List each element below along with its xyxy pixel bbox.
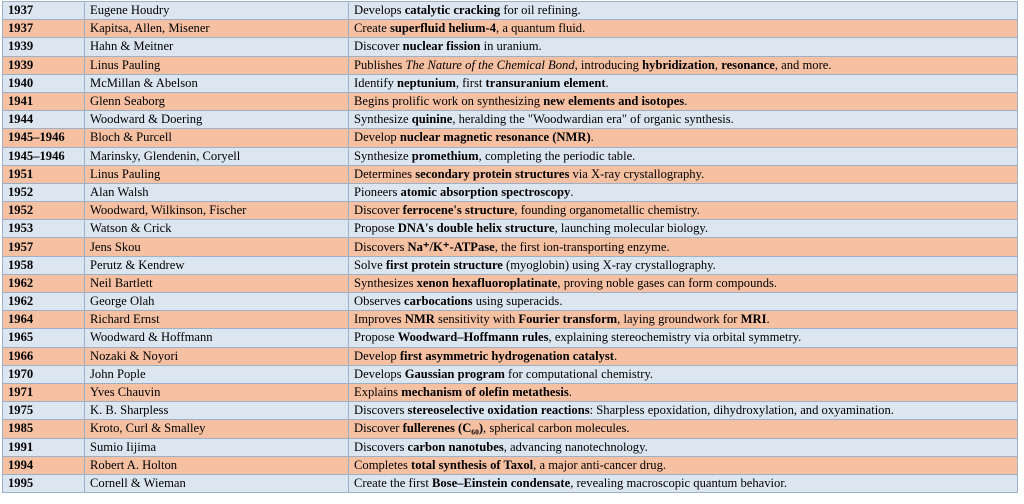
scientist-cell: McMillan & Abelson [85, 74, 349, 92]
table-row [3, 438, 1018, 456]
scientist-cell: Kroto, Curl & Smalley [85, 420, 349, 438]
timeline-body [3, 2, 1018, 493]
year-cell: 1962 [3, 293, 85, 311]
description-cell [349, 129, 1018, 147]
table-row [3, 329, 1018, 347]
table-row [3, 420, 1018, 438]
description-text: for oil refining. [500, 3, 581, 18]
year-cell: 1970 [3, 365, 85, 383]
year-cell: 1957 [3, 238, 85, 256]
description-text: , heralding the "Woodwardian era" of organic synthesis. [452, 112, 734, 127]
year-cell: 1941 [3, 92, 85, 110]
description-cell [349, 456, 1018, 474]
description-highlight: nuclear fission [402, 39, 481, 54]
description-text: , proving noble gases can form compounds. [557, 275, 778, 290]
description-text: , revealing macroscopic quantum behavior. [570, 475, 788, 490]
description-cell [349, 365, 1018, 383]
description-text: . [605, 75, 609, 90]
table-row [3, 402, 1018, 420]
description-highlight: hybridization [642, 57, 715, 72]
description-text: , first [455, 75, 486, 90]
table-row [3, 147, 1018, 165]
description-cell [349, 38, 1018, 56]
scientist-cell: Woodward & Doering [85, 111, 349, 129]
description-cell [349, 183, 1018, 201]
description-text: , a quantum fluid. [496, 21, 586, 36]
scientist-cell: John Pople [85, 365, 349, 383]
description-text: , founding organometallic chemistry. [514, 203, 700, 218]
description-text: Improves [354, 312, 405, 327]
description-highlight: quinine [411, 112, 453, 127]
description-highlight: superfluid helium-4 [390, 21, 497, 36]
description-highlight: NMR [404, 312, 435, 327]
year-cell: 1940 [3, 74, 85, 92]
description-highlight: nuclear magnetic resonance (NMR) [399, 130, 591, 145]
description-text: , launching molecular biology. [554, 221, 708, 236]
description-cell [349, 383, 1018, 401]
year-cell: 1966 [3, 347, 85, 365]
description-highlight: xenon hexafluoroplatinate [416, 275, 558, 290]
description-text: Determines [354, 166, 416, 181]
description-cell [349, 165, 1018, 183]
description-text: Develops [354, 366, 405, 381]
description-cell [349, 220, 1018, 238]
description-text: Synthesize [354, 112, 412, 127]
description-highlight: carbocations [404, 294, 473, 309]
scientist-cell: Bloch & Purcell [85, 129, 349, 147]
timeline-table [2, 1, 1018, 493]
year-cell: 1952 [3, 183, 85, 201]
description-text: Discovers [354, 239, 408, 254]
description-cell [349, 438, 1018, 456]
description-text: Propose [354, 221, 398, 236]
description-cell [349, 92, 1018, 110]
scientist-cell: Jens Skou [85, 238, 349, 256]
table-row [3, 92, 1018, 110]
table-row [3, 293, 1018, 311]
year-cell: 1952 [3, 202, 85, 220]
description-cell [349, 274, 1018, 292]
description-highlight: first protein structure [385, 257, 503, 272]
description-text: . [568, 385, 572, 400]
year-cell: 1994 [3, 456, 85, 474]
year-cell: 1945–1946 [3, 147, 85, 165]
description-text: , a major anti-cancer drug. [533, 457, 667, 472]
year-cell: 1962 [3, 274, 85, 292]
description-highlight: promethium [411, 148, 479, 163]
description-text: . [590, 130, 594, 145]
table-row [3, 202, 1018, 220]
description-highlight: first asymmetric hydrogenation catalyst [399, 348, 614, 363]
description-text: Develop [354, 348, 400, 363]
description-text: . [614, 348, 618, 363]
scientist-cell: K. B. Sharpless [85, 402, 349, 420]
description-text: , advancing nanotechnology. [503, 439, 648, 454]
description-text: Synthesize [354, 148, 412, 163]
description-text: . [570, 184, 574, 199]
year-cell: 1985 [3, 420, 85, 438]
description-text: Develops [354, 3, 405, 18]
description-highlight: Na⁺/K⁺-ATPase [407, 239, 495, 254]
description-text: Publishes [354, 57, 406, 72]
year-cell: 1971 [3, 383, 85, 401]
scientist-cell: Glenn Seaborg [85, 92, 349, 110]
description-text: Solve [354, 257, 386, 272]
description-text: Discover [354, 39, 403, 54]
description-text: Create [354, 21, 391, 36]
description-highlight: secondary protein structures [415, 166, 570, 181]
year-cell: 1939 [3, 56, 85, 74]
description-cell [349, 256, 1018, 274]
description-text: , spherical carbon molecules. [483, 421, 630, 436]
description-text: Discovers [354, 403, 408, 418]
description-text: Discovers [354, 439, 408, 454]
description-cell [349, 238, 1018, 256]
table-row [3, 365, 1018, 383]
description-cell [349, 311, 1018, 329]
description-cell [349, 347, 1018, 365]
table-row [3, 165, 1018, 183]
description-text: Begins prolific work on synthesizing [354, 94, 544, 109]
description-highlight: neptunium [397, 75, 456, 90]
description-text: using superacids. [472, 294, 563, 309]
table-row [3, 20, 1018, 38]
description-highlight: atomic absorption spectroscopy [400, 184, 571, 199]
scientist-cell: Alan Walsh [85, 183, 349, 201]
scientist-cell: Kapitsa, Allen, Misener [85, 20, 349, 38]
scientist-cell: George Olah [85, 293, 349, 311]
description-italic: The Nature of the Chemical Bond [405, 57, 575, 72]
table-row [3, 129, 1018, 147]
year-cell: 1995 [3, 474, 85, 492]
description-text: , [714, 57, 722, 72]
description-cell [349, 202, 1018, 220]
description-highlight: transuranium element [485, 75, 606, 90]
year-cell: 1991 [3, 438, 85, 456]
description-text: Discover [354, 203, 403, 218]
scientist-cell: Woodward & Hoffmann [85, 329, 349, 347]
description-highlight: carbon nanotubes [407, 439, 504, 454]
scientist-cell: Sumio Iijima [85, 438, 349, 456]
description-cell [349, 74, 1018, 92]
year-cell: 1965 [3, 329, 85, 347]
year-cell: 1944 [3, 111, 85, 129]
description-cell [349, 329, 1018, 347]
description-highlight: Bose–Einstein condensate [431, 475, 571, 490]
table-row [3, 456, 1018, 474]
year-cell: 1964 [3, 311, 85, 329]
scientist-cell: Robert A. Holton [85, 456, 349, 474]
description-text: in uranium. [480, 39, 542, 54]
description-text: , completing the periodic table. [478, 148, 636, 163]
table-row [3, 183, 1018, 201]
scientist-cell: Woodward, Wilkinson, Fischer [85, 202, 349, 220]
description-highlight: DNA's double helix structure [397, 221, 555, 236]
description-text: Create the first [354, 475, 432, 490]
description-text: . [684, 94, 688, 109]
year-cell: 1939 [3, 38, 85, 56]
description-text: , and more. [774, 57, 832, 72]
table-row [3, 111, 1018, 129]
description-text: Identify [354, 75, 398, 90]
year-cell: 1945–1946 [3, 129, 85, 147]
description-highlight: mechanism of olefin metathesis [401, 385, 569, 400]
description-highlight: Gaussian program [404, 366, 505, 381]
description-highlight: ferrocene's structure [402, 203, 515, 218]
description-text: sensitivity with [434, 312, 519, 327]
description-cell [349, 293, 1018, 311]
table-row [3, 347, 1018, 365]
description-highlight: Fourier transform [518, 312, 618, 327]
table-row [3, 274, 1018, 292]
scientist-cell: Yves Chauvin [85, 383, 349, 401]
description-text: . [766, 312, 770, 327]
description-text: , the first ion-transporting enzyme. [494, 239, 670, 254]
table-row [3, 74, 1018, 92]
description-text: , laying groundwork for [617, 312, 741, 327]
year-cell: 1953 [3, 220, 85, 238]
description-highlight: stereoselective oxidation reactions [407, 403, 590, 418]
description-text: (myoglobin) using X-ray crystallography. [502, 257, 716, 272]
year-cell: 1958 [3, 256, 85, 274]
scientist-cell: Linus Pauling [85, 56, 349, 74]
description-text: Pioneers [354, 184, 401, 199]
scientist-cell: Nozaki & Noyori [85, 347, 349, 365]
description-text: Propose [354, 330, 398, 345]
scientist-cell: Watson & Crick [85, 220, 349, 238]
year-cell: 1951 [3, 165, 85, 183]
description-highlight: new elements and isotopes [543, 94, 685, 109]
description-text: for computational chemistry. [504, 366, 654, 381]
scientist-cell: Perutz & Kendrew [85, 256, 349, 274]
description-text: Discover [354, 421, 403, 436]
scientist-cell: Hahn & Meitner [85, 38, 349, 56]
table-row [3, 220, 1018, 238]
description-cell [349, 402, 1018, 420]
scientist-cell: Linus Pauling [85, 165, 349, 183]
description-cell [349, 20, 1018, 38]
scientist-cell: Richard Ernst [85, 311, 349, 329]
scientist-cell: Cornell & Wieman [85, 474, 349, 492]
description-text: , explaining stereochemistry via orbital symmetry. [548, 330, 802, 345]
description-cell [349, 474, 1018, 492]
description-cell [349, 147, 1018, 165]
description-cell [349, 111, 1018, 129]
scientist-cell: Eugene Houdry [85, 2, 349, 20]
description-text: , introducing [574, 57, 643, 72]
description-text: Observes [354, 294, 405, 309]
description-highlight: fullerenes (C₆₀) [402, 421, 484, 436]
description-text: via X-ray crystallography. [569, 166, 705, 181]
year-cell: 1937 [3, 2, 85, 20]
table-row [3, 256, 1018, 274]
table-row [3, 38, 1018, 56]
description-highlight: Woodward–Hoffmann rules [397, 330, 549, 345]
table-row [3, 474, 1018, 492]
table-row [3, 383, 1018, 401]
description-text: Develop [354, 130, 400, 145]
table-row [3, 238, 1018, 256]
year-cell: 1975 [3, 402, 85, 420]
description-cell [349, 56, 1018, 74]
description-text: Synthesizes [354, 275, 417, 290]
description-highlight: catalytic cracking [404, 3, 501, 18]
table-row [3, 311, 1018, 329]
description-text: Explains [354, 385, 402, 400]
description-highlight: total synthesis of Taxol [411, 457, 534, 472]
description-text: : Sharpless epoxidation, dihydroxylation, and oxyamination. [589, 403, 894, 418]
description-highlight: MRI [740, 312, 767, 327]
table-row [3, 2, 1018, 20]
table-row [3, 56, 1018, 74]
description-cell [349, 2, 1018, 20]
scientist-cell: Neil Bartlett [85, 274, 349, 292]
year-cell: 1937 [3, 20, 85, 38]
description-text: Completes [354, 457, 412, 472]
scientist-cell: Marinsky, Glendenin, Coryell [85, 147, 349, 165]
description-cell [349, 420, 1018, 438]
description-highlight: resonance [721, 57, 775, 72]
